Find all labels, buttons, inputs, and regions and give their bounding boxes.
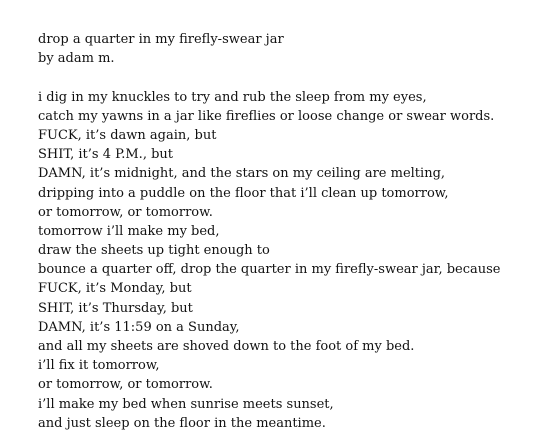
- poem-line: SHIT, it’s Thursday, but: [38, 300, 193, 316]
- poem-line: or tomorrow, or tomorrow.: [38, 377, 213, 393]
- poem-line: SHIT, it’s 4 P.M., but: [38, 147, 173, 163]
- poem-line: and all my sheets are shoved down to the foot of my bed.: [38, 339, 415, 354]
- poem-line: tomorrow i’ll make my bed,: [38, 223, 220, 239]
- poem-line: DAMN, it’s midnight, and the stars on my ceiling are melting,: [38, 166, 446, 182]
- poem-line: i’ll fix it tomorrow,: [38, 358, 160, 374]
- poem-line: catch my yawns in a jar like fireflies or loose change or swear words.: [38, 108, 495, 124]
- poem-line: FUCK, it’s Monday, but: [38, 281, 192, 297]
- stanza-gap: [38, 68, 534, 87]
- poem-line: i’ll make my bed when sunrise meets sunset,: [38, 396, 334, 412]
- poem-line: dripping into a puddle on the floor that i’ll clean up tomorrow,: [38, 185, 449, 201]
- poem-byline: by adam m.: [38, 51, 115, 67]
- poem-document: [38, 30, 534, 433]
- poem-line: DAMN, it’s 11:59 on a Sunday,: [38, 319, 240, 335]
- poem-title: drop a quarter in my firefly-swear jar: [38, 32, 284, 47]
- poem-line: draw the sheets up tight enough to: [38, 243, 270, 259]
- poem-line: or tomorrow, or tomorrow.: [38, 204, 213, 220]
- poem-line: i dig in my knuckles to try and rub the sleep from my eyes,: [38, 89, 427, 105]
- poem-line: bounce a quarter off, drop the quarter in my firefly-swear jar, because: [38, 262, 501, 278]
- poem-line: and just sleep on the floor in the meantime.: [38, 415, 326, 431]
- poem-line: FUCK, it’s dawn again, but: [38, 127, 217, 143]
- poem-body: [38, 88, 534, 433]
